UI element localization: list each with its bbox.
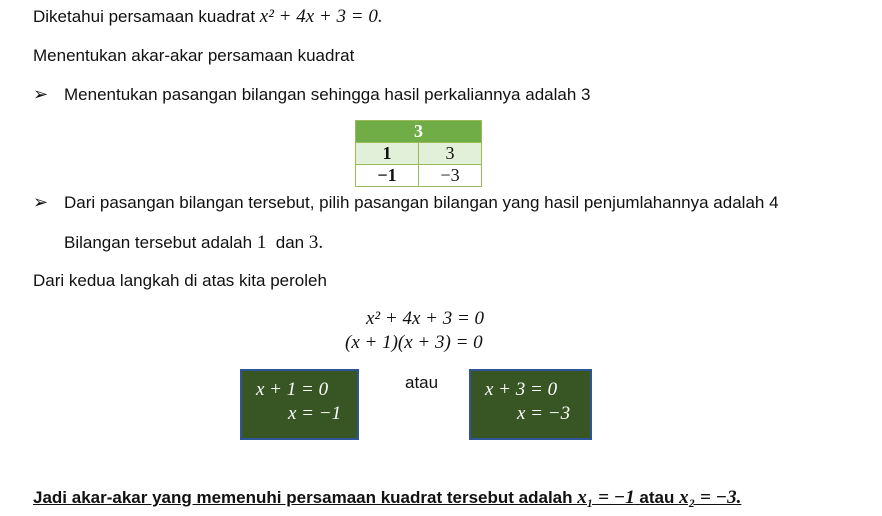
intro-text: Diketahui persamaan kuadrat <box>33 7 260 26</box>
conclusion-line <box>33 487 741 509</box>
bullet-arrow-icon: ➢ <box>33 192 49 212</box>
conclusion-joiner: atau <box>634 488 680 507</box>
solution-left-line1: x + 1 = 0 <box>256 379 329 400</box>
factor-pairs-table <box>355 120 482 187</box>
table-cell: 3 <box>419 143 482 165</box>
result-number-b: 3. <box>308 232 324 253</box>
solution-box-right <box>469 369 592 440</box>
step2-result <box>64 232 323 254</box>
derive-text: Dari kedua langkah di atas kita peroleh <box>33 271 327 290</box>
table-header-row <box>356 121 482 143</box>
table-row <box>356 143 482 165</box>
connector-atau: atau <box>405 373 439 392</box>
result-mid: dan <box>266 233 309 252</box>
table-cell: −1 <box>356 165 419 187</box>
table-cell: −3 <box>419 165 482 187</box>
result-text: Bilangan tersebut adalah <box>64 233 257 252</box>
table-row <box>356 165 482 187</box>
solution-left-line2: x = −1 <box>288 403 342 424</box>
equation-factored: (x + 1)(x + 3) = 0 <box>345 332 483 353</box>
conclusion-text: Jadi akar-akar yang memenuhi persamaan kuadrat tersebut adalah <box>33 488 578 507</box>
table-cell: 1 <box>356 143 419 165</box>
solution-right-line2: x = −3 <box>517 403 571 424</box>
section-heading: Menentukan akar-akar persamaan kuadrat <box>33 46 355 65</box>
step2-text: Dari pasangan bilangan tersebut, pilih pasangan bilangan yang hasil penjumlahannya adalah 4 <box>64 193 779 212</box>
solution-right-line1: x + 3 = 0 <box>485 379 558 400</box>
step1-text: Menentukan pasangan bilangan sehingga hasil perkaliannya adalah 3 <box>64 85 591 104</box>
table-header-cell: 3 <box>356 121 482 143</box>
intro-line <box>33 6 383 28</box>
intro-equation: x² + 4x + 3 = 0. <box>259 6 383 27</box>
bullet-arrow-icon: ➢ <box>33 84 49 104</box>
root-2: x₂ = −3. <box>679 487 742 508</box>
root-1: x₁ = −1 <box>577 487 635 508</box>
solution-box-left <box>240 369 359 440</box>
equation-standard: x² + 4x + 3 = 0 <box>366 308 485 329</box>
result-number-a: 1 <box>256 232 267 253</box>
